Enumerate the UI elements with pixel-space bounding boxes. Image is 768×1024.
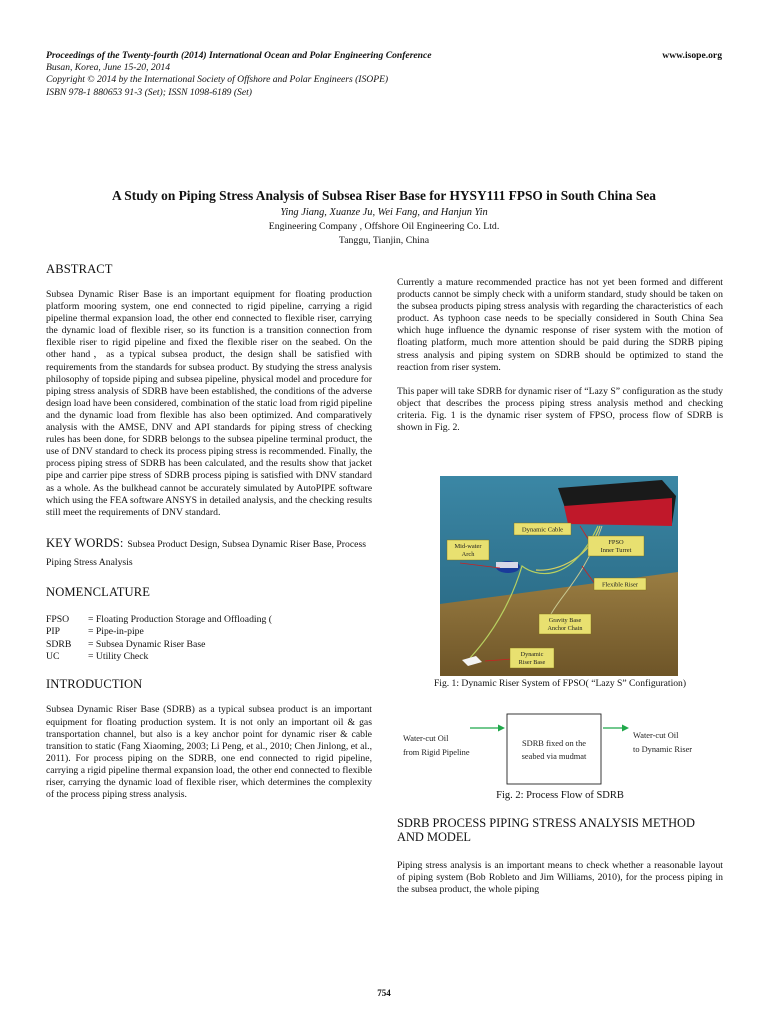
paper-title: A Study on Piping Stress Analysis of Subsea Riser Base for HYSY111 FPSO in South China Sea <box>112 188 656 203</box>
header-line-3: Copyright © 2014 by the International Society of Offshore and Polar Engineers (ISOPE) <box>46 74 389 86</box>
label-flexible-riser-text: Flexible Riser <box>601 581 639 589</box>
figure-1-illustration <box>440 476 678 676</box>
keywords-text: Subsea Product Design, Subsea Dynamic Riser Base, Process Piping Stress Analysis <box>46 538 366 568</box>
left-column <box>46 262 372 801</box>
right-column <box>397 277 723 434</box>
label-midwater-text-2: Arch <box>461 551 475 558</box>
flow-input-text-2: from Rigid Pipeline <box>403 748 470 757</box>
label-gravity-text-1: Gravity Base <box>548 617 582 624</box>
right-paragraph-2: This paper will take SDRB for dynamic riser of “Lazy S” configuration as the study object that describes the process piping stress analysis method and checking criteria. Fig. 1 is the dynamic riser system of FPSO, process flow of SDRB is shown in Fig. 2. <box>397 385 723 434</box>
proceedings-header <box>46 50 726 99</box>
keywords-block <box>46 534 372 570</box>
figure-1-caption: Fig. 1: Dynamic Riser System of FPSO( “Lazy S” Configuration) <box>433 678 687 689</box>
flow-output-text-2: to Dynamic Riser <box>633 745 693 754</box>
nomenclature-def: = Utility Check <box>88 651 149 662</box>
right-paragraph-1: Currently a mature recommended practice has not yet been formed and different products cannot be simply check with a uniform standard, study should be taken on the subsea products piping stress analysis with regarding the characteristics of each product. As typhoon case needs to be specially considered in South China Sea which huge influence the dynamic response of riser system with the motion of floating platform, much more attention should be paid during the SDRB piping stress analysis and piping system on SDRB should be optimized to stand the reaction from riser system. <box>397 277 723 373</box>
paper-authors: Ying Jiang, Xuanze Ju, Wei Fang, and Hanjun Yin <box>280 207 488 218</box>
nomenclature-row <box>46 614 272 626</box>
sdrb-box-text-1: SDRB fixed on the <box>522 739 586 748</box>
midwater-arch-top <box>496 562 518 568</box>
nomenclature-table <box>46 614 272 664</box>
label-fpso-text-1: FPSO <box>608 539 624 546</box>
header-line-1: Proceedings of the Twenty-fourth (2014) International Ocean and Polar Engineering Conference <box>46 50 432 61</box>
nomenclature-abbr: UC <box>46 651 60 662</box>
label-dynamic-cable-text: Dynamic Cable <box>521 526 564 534</box>
abstract-heading: ABSTRACT <box>46 262 113 276</box>
nomenclature-def: = Floating Production Storage and Offloading ( <box>88 613 272 625</box>
introduction-heading: INTRODUCTION <box>46 677 143 692</box>
nomenclature-row <box>46 651 272 663</box>
flow-input-text-1: Water-cut Oil <box>403 734 449 743</box>
label-fpso-text-2: Inner Turret <box>600 547 632 554</box>
header-website[interactable]: www.isope.org <box>662 50 722 61</box>
flow-arrowhead-in <box>498 725 505 732</box>
label-riser-base-text-2: Riser Base <box>518 659 546 666</box>
right-paragraph-3: Piping stress analysis is an important means to check whether a reasonable layout of piping system (Bob Robleto and Jim Williams, 2010), for the process piping in the subsea product, the whole piping <box>397 860 723 896</box>
figure-1-riser-system <box>440 476 678 676</box>
sdrb-box-text-2: seabed via mudmat <box>521 752 587 761</box>
label-riser-base-text-1: Dynamic <box>520 651 544 658</box>
affiliation-org: Engineering Company , Offshore Oil Engineering Co. Ltd. <box>268 221 500 232</box>
page-number: 754 <box>377 988 391 998</box>
nomenclature-def: = Subsea Dynamic Riser Base <box>88 638 206 650</box>
figure-2-process-flow <box>400 708 720 788</box>
figure-2-caption: Fig. 2: Process Flow of SDRB <box>496 790 624 801</box>
nomenclature-def: = Pipe-in-pipe <box>88 626 144 638</box>
nomenclature-row <box>46 626 272 638</box>
flow-output-text-1: Water-cut Oil <box>633 731 679 740</box>
header-line-4: ISBN 978-1 880653 91-3 (Set); ISSN 1098-6189 (Set) <box>46 86 252 98</box>
label-gravity-text-2: Anchor Chain <box>547 625 583 632</box>
affiliation-place: Tanggu, Tianjin, China <box>338 235 430 246</box>
keywords-heading: KEY WORDS: <box>46 535 124 550</box>
nomenclature-row <box>46 639 272 651</box>
flow-arrowhead-out <box>622 725 629 732</box>
nomenclature-abbr: PIP <box>46 626 61 638</box>
sdrb-box <box>507 714 601 784</box>
figure-2-diagram <box>400 708 720 788</box>
label-midwater-text-1: Mid-water <box>454 543 482 550</box>
nomenclature-abbr: FPSO <box>46 613 70 625</box>
section-piping-stress-heading: SDRB PROCESS PIPING STRESS ANALYSIS METHOD AND MODEL <box>397 816 695 844</box>
nomenclature-abbr: SDRB <box>46 638 72 650</box>
abstract-text: Subsea Dynamic Riser Base is an important equipment for floating production platform mooring system, one end connected to rigid pipeline, carrying a rigid pipeline thermal expansion load, the other end connected to flexible riser, carrying the dynamic load of flexible riser, so its function is a transition connection from flexible riser to rigid pipeline and fixed the flexible riser on the seabed. On the other hand，as a typical subsea product, the design shall be satisfied with requirements from the standards for subsea product. By studying the stress analysis philosophy of topside piping and subsea pipeline, physical model and procedure for piping stress analysis of SDRB have been established, the conditions of the adverse design load have been considered, combination of the static load from rigid pipeline and the dynamic load from flexible has also been optimized. And comparatively analysis with the AMSE, DNV and API standards for piping stress of checking rules has been done, for SDRB belongs to the subsea pipeline terminal product, the use of DNV standard to check its process piping stress is recommended. Finally, the process piping stress of SDRB has been calculated, and the results show that jacket pipe and carrier pipe stress of SDRB process piping is satisfied with DNV standard as a whole. As the bulkhead cannot be accurately simulated by AutoPIPE software which using the FEA software ANSYS in detailed analysis, and the checking results still meet the requirements of DNV standard. <box>46 289 372 518</box>
header-line-2: Busan, Korea, June 15-20, 2014 <box>46 62 171 74</box>
nomenclature-heading: NOMENCLATURE <box>46 584 151 599</box>
introduction-text: Subsea Dynamic Riser Base (SDRB) as a typical subsea product is an important equipment for floating production system. It is not only an important oil & gas transportation channel, but also is a key anchor point for dynamic riser & cable transition to static (Fang Xiaoming, 2003; Li Peng, et al., 2010; Chen Jinlong, et al., 2011). For process piping on the SDRB, one end connected to rigid pipeline, carrying a rigid pipeline thermal expansion load, the other end connected to flexible riser, carrying the dynamic load of flexible riser, which determines the complexity of the process piping stress analysis. <box>46 704 372 801</box>
